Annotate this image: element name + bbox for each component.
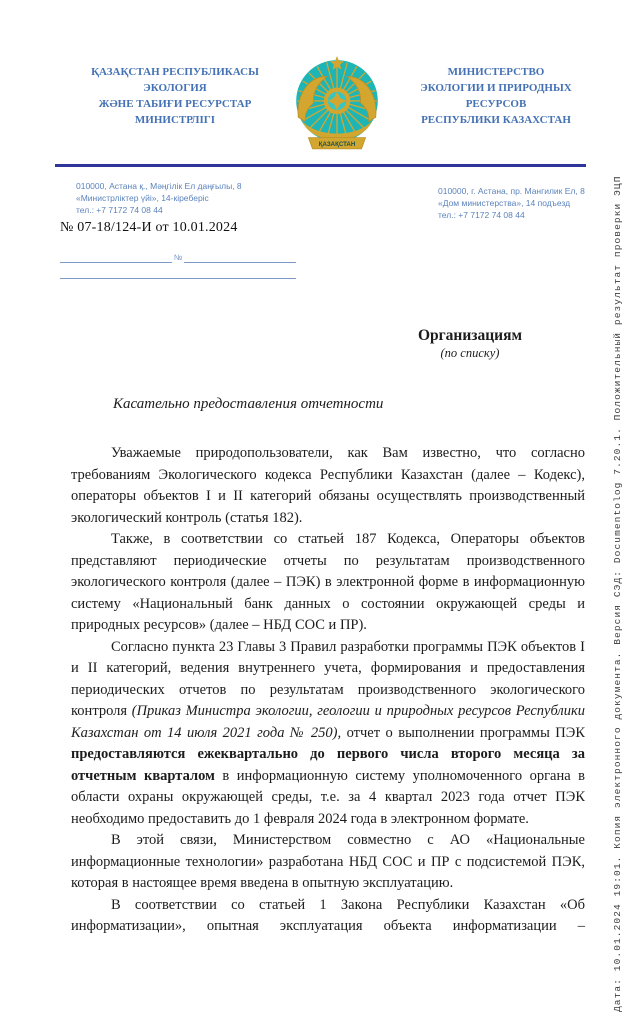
header-divider-line — [55, 164, 586, 167]
ministry-name-kz-line1: ҚАЗАҚСТАН РЕСПУБЛИКАСЫ — [91, 66, 259, 78]
address-block-kazakh — [76, 180, 276, 216]
ministry-name-kz-line3: ЖӘНЕ ТАБИҒИ РЕСУРСТАР — [98, 98, 252, 110]
ministry-name-ru-line2: ЭКОЛОГИИ И ПРИРОДНЫХ — [420, 82, 572, 94]
ministry-name-kz-line2: ЭКОЛОГИЯ — [143, 82, 207, 94]
paragraph-3-run-normal-1: Согласно пункта 23 Главы 3 Правил разработки программы ПЭК объектов I и II категорий, ведения внутреннего учета, формирования и предоставления периодических отчетов по результатам производственного экологического контроля — [71, 638, 585, 719]
paragraph-3-run-normal-2: отчет о выполнении программы ПЭК — [341, 724, 585, 741]
subject-line: Касательно предоставления отчетности — [113, 396, 384, 412]
recipient-block — [358, 326, 582, 361]
ministry-name-ru-line1: МИНИСТЕРСТВО — [447, 66, 545, 78]
ministry-name-ru-line4: РЕСПУБЛИКИ КАЗАХСТАН — [421, 114, 571, 126]
address-kz-line1: 010000, Астана қ., Мәңгілік Ел даңғылы, 8 — [76, 181, 242, 191]
address-ru-line2: «Дом министерства», 14 подъезд — [438, 198, 571, 208]
blank-line-segment — [184, 252, 296, 263]
paragraph-3 — [71, 637, 585, 831]
blank-fill-line-1 — [60, 252, 296, 263]
digital-signature-stamp: Дата: 10.01.2024 19:01. Копия электронного документа. Версия СЭД: Documentolog 7.20.1. Положительный результат проверки ЭЦП — [612, 175, 623, 1012]
paragraph-2: Также, в соответствии со статьей 187 Кодекса, Операторы объектов представляют периодические отчеты по результатам производственного экологического контроля (далее – ПЭК) в электронной форме в информационную систему «Национальный банк данных о состоянии окружающей среды и природных ресурсов» (далее – НБД СОС и ПР). — [71, 531, 585, 633]
paragraph-1: Уважаемые природопользователи, как Вам известно, что согласно требованиям Экологического кодекса Республики Казахстан (далее – Кодекс), операторы объектов I и II категорий обязаны осуществлять производственный экологический контроль (статья 182). — [71, 445, 585, 526]
emblem-banner-text: ҚАЗАҚСТАН — [318, 140, 356, 148]
paragraph-3-run-italic: (Приказ Министра экологии, геологии и природных ресурсов Республики Казахстан от 14 июля 2021 года № 250), — [71, 703, 585, 741]
ministry-name-kazakh — [68, 64, 282, 128]
address-block-russian — [438, 185, 593, 221]
address-kz-line2: «Министрліктер үйі», 14-кіреберіс — [76, 193, 209, 203]
address-ru-line3: тел.: +7 7172 74 08 44 — [438, 210, 525, 220]
address-ru-line1: 010000, г. Астана, пр. Мангилик Ел, 8 — [438, 186, 585, 196]
address-kz-line3: тел.: +7 7172 74 08 44 — [76, 205, 163, 215]
ministry-name-kz-line4: МИНИСТРЛІГІ — [134, 114, 216, 126]
ministry-name-russian — [400, 64, 592, 128]
paragraph-4: В этой связи, Министерством совместно с АО «Национальные информационные технологии» разработана НБД СОС и ПР с подсистемой ПЭК, которая в настоящее время введена в опытную эксплуатацию. — [71, 832, 585, 891]
blank-line-segment — [60, 252, 172, 263]
recipient-title: Организациям — [417, 327, 523, 344]
paragraph-3-run-bold: предоставляются ежеквартально до первого числа второго месяца за отчетным кварталом — [71, 746, 585, 784]
letter-body — [71, 443, 585, 938]
blank-line-segment — [60, 268, 296, 279]
kazakhstan-emblem-icon — [286, 52, 388, 158]
ministry-name-ru-line3: РЕСУРСОВ — [465, 98, 527, 110]
paragraph-3-run-normal-3: в информационную систему уполномоченного органа в области охраны окружающей среды, т.е. за 4 квартал 2023 года отчет ПЭК необходимо предоставить до 1 февраля 2024 года в электронном формате. — [71, 767, 585, 827]
number-sign-label: № — [173, 253, 183, 262]
paragraph-5: В соответствии со статьей 1 Закона Республики Казахстан «Об информатизации», опытная эксплуатация объекта информатизации – — [71, 896, 585, 934]
blank-fill-line-2 — [60, 268, 296, 279]
outgoing-number: № 07-18/124-И от 10.01.2024 — [60, 220, 238, 235]
recipient-subtitle: (по списку) — [440, 346, 500, 360]
